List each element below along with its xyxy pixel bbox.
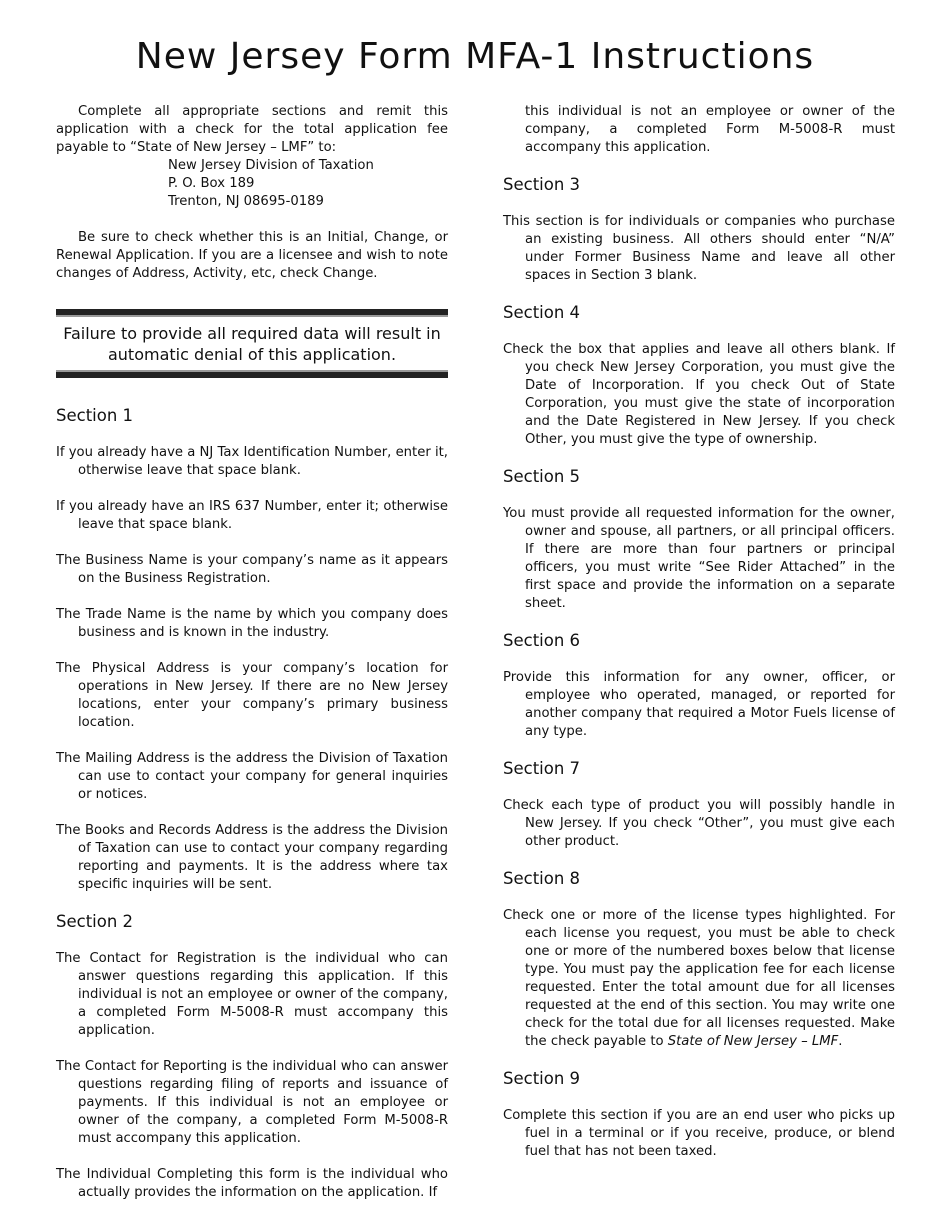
section-6-text: Provide this information for any owner, officer, or employee who operated, managed, or reported for another company that required a Motor Fuels license of any type. [503, 670, 895, 739]
warning-box [56, 309, 448, 378]
section-8-heading: Section 8 [503, 869, 581, 888]
section-9-heading: Section 9 [503, 1069, 581, 1088]
section-2-item: The Contact for Reporting is the individual who can answer questions regarding filing of reports and issuance of payments. If this individual is not an employee or owner of the company, a completed Form M-5008-R must accompany this application. [56, 1059, 448, 1146]
section-6-heading: Section 6 [503, 631, 581, 650]
section-2-heading: Section 2 [56, 912, 134, 931]
mailing-address [56, 157, 448, 211]
section-4-text: Check the box that applies and leave all others blank. If you check New Jersey Corporation, you must give the Date of Incorporation. If you check Out of State Corporation, you must give the state of incorporation and the Date Registered in New Jersey. If you check Other, you must give the type of ownership. [503, 342, 895, 447]
section-1-item: The Physical Address is your company’s location for operations in New Jersey. If there are no New Jersey locations, enter your company’s primary business location. [56, 661, 448, 730]
section-3-heading: Section 3 [503, 175, 581, 194]
section-9-text: Complete this section if you are an end user who picks up fuel in a terminal or if you receive, produce, or blend fuel that has not been taxed. [503, 1108, 895, 1159]
address-line: Trenton, NJ 08695-0189 [168, 194, 324, 209]
section-2-item: The Individual Completing this form is the individual who actually provides the information on the application. If [56, 1167, 448, 1200]
section-7-text: Check each type of product you will possibly handle in New Jersey. If you check “Other”, you must give each other product. [503, 798, 895, 849]
payee-name: State of New Jersey – LMF [667, 1034, 839, 1049]
section-1-item: The Business Name is your company’s name as it appears on the Business Registration. [56, 553, 448, 586]
warning-text: Failure to provide all required data will result in automatic denial of this application. [63, 324, 441, 364]
address-line: New Jersey Division of Taxation [168, 158, 374, 173]
section-2-item: The Contact for Registration is the individual who can answer questions regarding this application. If this individual is not an employee or owner of the company, a completed Form M-5008-R must accompany this application. [56, 951, 448, 1038]
right-column [503, 103, 895, 1161]
page-title: New Jersey Form MFA-1 Instructions [135, 36, 815, 77]
section-1-item: If you already have a NJ Tax Identification Number, enter it, otherwise leave that space blank. [56, 445, 448, 478]
section-8-end: . [838, 1034, 843, 1049]
intro-paragraph: Complete all appropriate sections and remit this application with a check for the total application fee payable to “State of New Jersey – LMF” to: [56, 104, 448, 155]
section-7-heading: Section 7 [503, 759, 581, 778]
address-line: P. O. Box 189 [168, 176, 255, 191]
section-1-item: The Mailing Address is the address the Division of Taxation can use to contact your company for general inquiries or notices. [56, 751, 448, 802]
section-1-item: The Trade Name is the name by which you company does business and is known in the industry. [56, 607, 448, 640]
section-4-heading: Section 4 [503, 303, 581, 322]
section-8-text [503, 907, 895, 1051]
section-8-body: Check one or more of the license types highlighted. For each license you request, you must be able to check one or more of the numbered boxes below that license type. You must pay the application fee for each license requested. Enter the total amount due for all licenses requested at the end of this section. You may write one check for the total due for all licenses requested. Make the check payable to [503, 908, 895, 1049]
section-1-item: The Books and Records Address is the address the Division of Taxation can use to contact your company regarding reporting and payments. It is the address where tax specific inquiries will be sent. [56, 823, 448, 892]
section-5-heading: Section 5 [503, 467, 581, 486]
section-3-text: This section is for individuals or companies who purchase an existing business. All others should enter “N/A” under Former Business Name and leave all other spaces in Section 3 blank. [503, 214, 895, 283]
section-5-text: You must provide all requested information for the owner, owner and spouse, all partners, or all principal officers. If there are more than four partners or principal officers, you must write “See Rider Attached” in the first space and provide the information on a separate sheet. [503, 506, 895, 611]
left-column [56, 103, 448, 1202]
application-type-note: Be sure to check whether this is an Initial, Change, or Renewal Application. If you are a licensee and wish to note changes of Address, Activity, etc, check Change. [56, 230, 448, 281]
section-1-item: If you already have an IRS 637 Number, enter it; otherwise leave that space blank. [56, 499, 448, 532]
section-2-continued: this individual is not an employee or owner of the company, a completed Form M-5008-R must accompany this application. [525, 104, 895, 155]
section-1-heading: Section 1 [56, 406, 134, 425]
